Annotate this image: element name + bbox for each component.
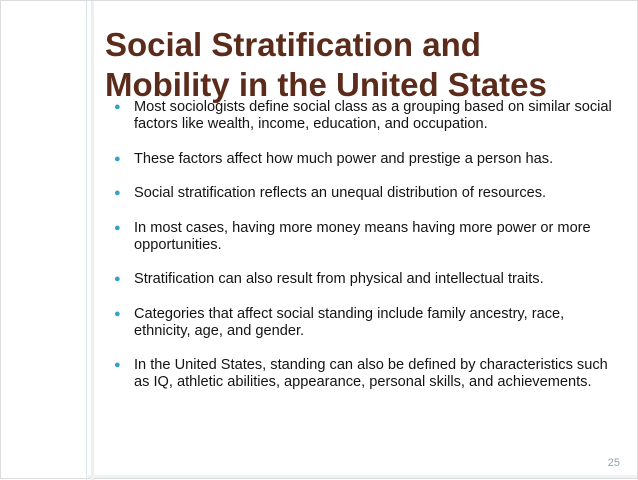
- bullet-text: Stratification can also result from physical and intellectual traits.: [134, 271, 544, 287]
- bullet-text: Categories that affect social standing include family ancestry, race, ethnicity, age, and gender.: [134, 305, 565, 339]
- bullet-dot-icon: ●: [114, 273, 121, 285]
- bullet-text: In most cases, having more money means having more power or more opportunities.: [134, 219, 591, 253]
- bullet-item: [113, 151, 623, 168]
- bullet-item: [113, 220, 623, 254]
- bullet-text: Most sociologists define social class as a grouping based on similar social factors like wealth, income, education, and occupation.: [134, 99, 612, 132]
- bullet-text: In the United States, standing can also be defined by characteristics such as IQ, athletic abilities, appearance, personal skills, and achievements.: [134, 357, 608, 390]
- decorative-left-rule: [86, 1, 87, 480]
- page-number: 25: [607, 457, 620, 469]
- bullet-dot-icon: ●: [114, 359, 121, 371]
- bullet-item: [113, 99, 623, 133]
- bullet-item: [113, 271, 623, 288]
- slide-title-line-1: Social Stratification and: [105, 26, 481, 63]
- bullet-dot-icon: ●: [114, 187, 121, 199]
- bullet-dot-icon: ●: [114, 307, 121, 320]
- bullet-item: [113, 357, 623, 391]
- bullet-text: These factors affect how much power and prestige a person has.: [134, 150, 554, 167]
- decorative-left-band: [91, 1, 94, 480]
- slide-title-line-2: Mobility in the United States: [105, 66, 547, 103]
- bullet-dot-icon: ●: [114, 152, 121, 165]
- bullet-dot-icon: ●: [114, 101, 121, 113]
- bullet-dot-icon: ●: [114, 221, 121, 234]
- bullet-item: [113, 306, 623, 340]
- slide-title: [105, 25, 625, 105]
- decorative-bottom-rule: [86, 475, 637, 478]
- bullet-list: [113, 99, 623, 409]
- bullet-item: [113, 185, 623, 202]
- bullet-text: Social stratification reflects an unequal distribution of resources.: [134, 185, 547, 201]
